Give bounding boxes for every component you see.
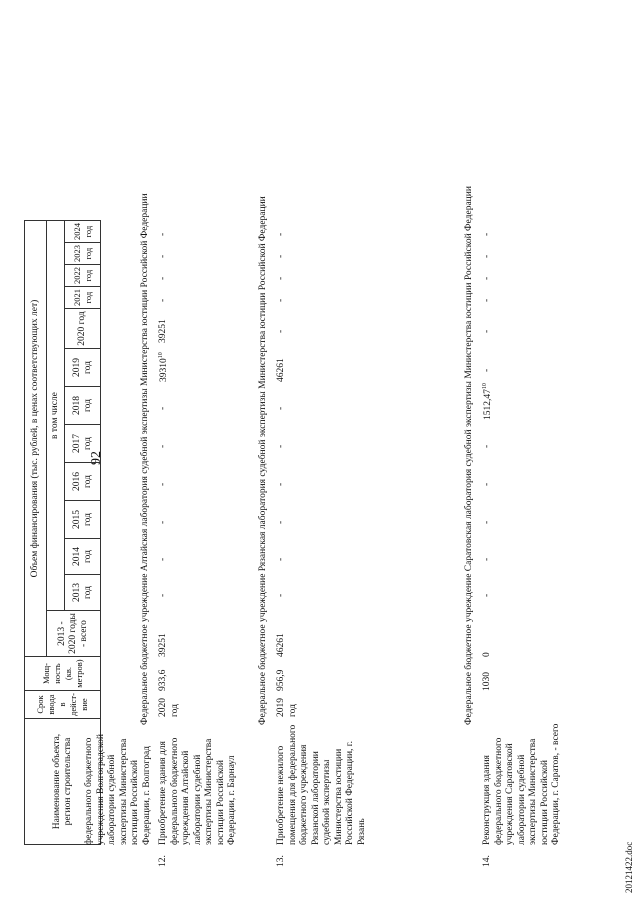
header-year-3: 2015 год <box>65 501 101 539</box>
year-value: - <box>276 444 286 448</box>
page-number: 92 <box>89 451 104 465</box>
year-value: - <box>276 232 286 236</box>
power-value: 956,9 <box>276 669 286 691</box>
year-value: - <box>158 557 168 561</box>
total-value: 0 <box>482 652 492 657</box>
header-total: 2013 - 2020 годы - всего <box>47 611 101 657</box>
year-value: - <box>482 254 492 258</box>
year-value: - <box>482 593 492 597</box>
footer: 20121422.doc <box>624 841 634 893</box>
year-value: - <box>482 444 492 448</box>
header-year-1: 2013 год <box>65 575 101 611</box>
year-value: - <box>276 593 286 597</box>
term-value: 2020 год <box>158 698 180 717</box>
year-value: 39310$^{10}$ <box>158 352 170 382</box>
row-number: 14. <box>482 855 492 867</box>
year-value: - <box>482 368 492 372</box>
year-value: - <box>482 276 492 280</box>
power-value: 1030 <box>482 672 492 691</box>
total-value: 46261 <box>276 633 286 657</box>
year-value: - <box>276 329 286 333</box>
year-value: - <box>276 482 286 486</box>
year-value: - <box>158 276 168 280</box>
year-value: - <box>482 298 492 302</box>
header-power: Мощ-ность (кв. метров) <box>25 657 101 691</box>
section-title: Федеральное бюджетное учреждение Алтайская лаборатория судебной экспертизы Министерства юстиции Российской Федерации <box>140 193 150 725</box>
header-year-2: 2014 год <box>65 539 101 575</box>
object-name: Приобретение здания для федерального бюджетного учреждения Алтайской лаборатории судебной экспертизы Министерства юстиции Российской Федерации, г. Барнаул <box>158 737 237 845</box>
section-title: Федеральное бюджетное учреждение Саратовская лаборатория судебной экспертизы Министерства юстиции Российской Федерации <box>464 186 474 725</box>
year-value: - <box>276 406 286 410</box>
year-value: - <box>158 444 168 448</box>
year-value: - <box>158 232 168 236</box>
year-value: - <box>158 593 168 597</box>
continued-text: федерального бюджетного учреждения Волгоградской лаборатории судебной экспертизы Министерства юстиции Российской Федерации, г. Волгоград <box>84 733 152 845</box>
header-year-8: 2020 год <box>65 309 101 349</box>
year-value: - <box>158 254 168 258</box>
object-name: Реконструкция здания федерального бюджетного учреждения Саратовской лаборатории судебной экспертизы Министерства юстиции Российской Федерации, г. Саратов, - всего <box>482 723 561 845</box>
object-name: Приобретение нежилого помещения для федерального бюджетного учреждения Рязанской лаборатории судебной экспертизы Министерства юстиции Российской Федерации, г. Рязань <box>276 724 367 845</box>
header-year-7: 2019 год <box>65 349 101 387</box>
year-value: - <box>276 276 286 280</box>
header-name: Наименование объекта, регион строительства <box>25 719 101 845</box>
year-value: - <box>158 406 168 410</box>
year-value: - <box>482 520 492 524</box>
row-number: 13. <box>276 855 286 867</box>
year-value: - <box>158 298 168 302</box>
header-year-4: 2016 год <box>65 463 101 501</box>
row-number: 12. <box>158 855 168 867</box>
header-year-12: 2024 год <box>65 221 101 243</box>
year-value: - <box>158 520 168 524</box>
header-year-11: 2023 год <box>65 243 101 265</box>
header-financing: Объем финансирования (тыс. рублей, в ценах соответствующих лет) <box>25 221 47 657</box>
year-value: 46261 <box>276 358 286 382</box>
year-value: 39251 <box>158 319 168 343</box>
year-value: - <box>276 557 286 561</box>
header-year-9: 2021 год <box>65 287 101 309</box>
year-value: - <box>482 557 492 561</box>
header-year-5: 2017 год <box>65 425 101 463</box>
term-value: 2019 год <box>276 698 298 717</box>
year-value: - <box>276 520 286 524</box>
total-value: 39251 <box>158 633 168 657</box>
power-value: 933,6 <box>158 669 168 691</box>
year-value: - <box>276 298 286 302</box>
section-title: Федеральное бюджетное учреждение Рязанская лаборатория судебной экспертизы Министерства юстиции Российской Федерации <box>258 196 268 725</box>
header-year-10: 2022 год <box>65 265 101 287</box>
year-value: - <box>158 482 168 486</box>
footnote-ref: 10 <box>482 383 488 390</box>
header-year-6: 2018 год <box>65 387 101 425</box>
year-value: - <box>482 232 492 236</box>
year-value: - <box>482 482 492 486</box>
year-value: 1512,47$^{10}$ <box>482 383 494 420</box>
header-including: в том числе <box>47 221 65 611</box>
year-value: - <box>276 254 286 258</box>
header-term: Срок ввода в дейст-вие <box>25 691 101 719</box>
year-value: - <box>482 329 492 333</box>
footnote-ref: 10 <box>158 352 164 359</box>
